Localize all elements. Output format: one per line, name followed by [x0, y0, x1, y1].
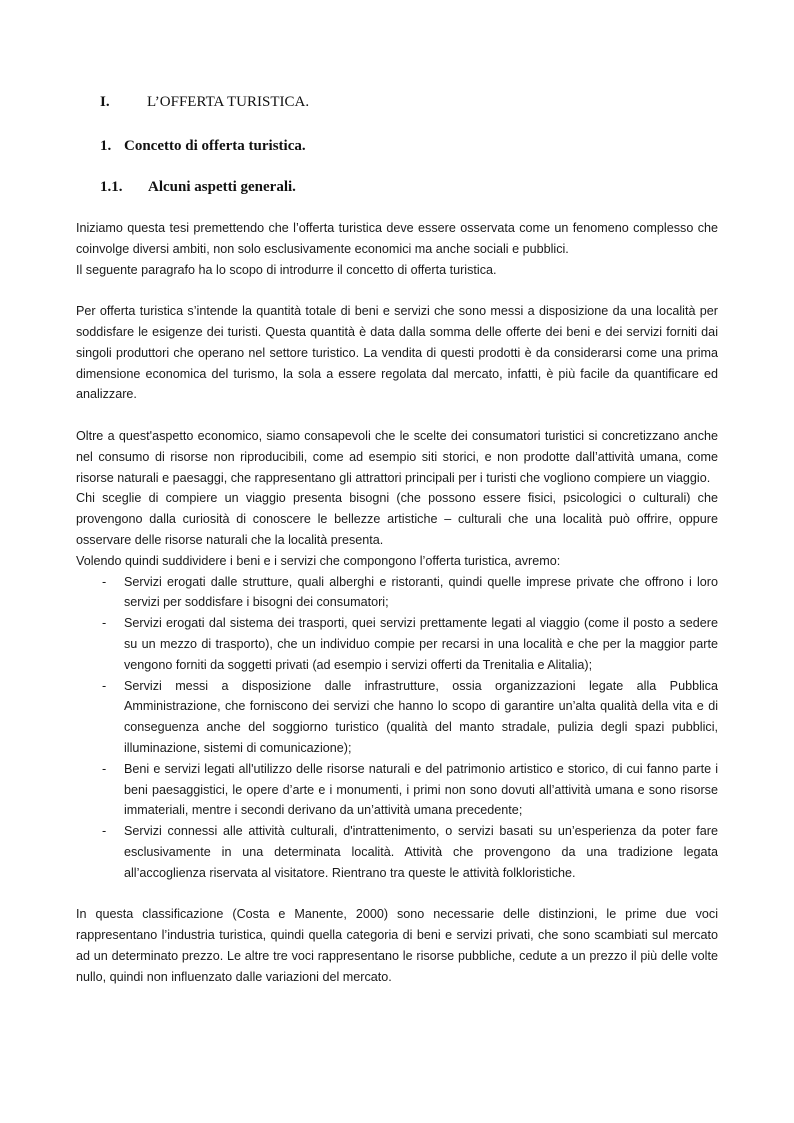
list-bullet: -: [102, 616, 107, 631]
section-title: Concetto di offerta turistica.: [124, 138, 306, 154]
list-item: [76, 676, 718, 759]
subsection-title: Alcuni aspetti generali.: [148, 179, 296, 195]
section-number: 1.: [100, 138, 112, 154]
chapter-number: I.: [100, 94, 110, 110]
list-item-text: Beni e servizi legati all'utilizzo delle risorse naturali e del patrimonio artistico e storico, di cui fanno parte i beni paesaggistici, le opere d’arte e i monumenti, i primi non sono dovuti all’attività umana e sono risorse immateriali, mentre i secondi derivano da un’attività umana precedente;: [124, 761, 718, 818]
list-item-text: Servizi erogati dal sistema dei trasporti, quei servizi prettamente legati al viaggio (come il posto a sedere su un mezzo di trasporto), che un individuo compie per recarsi in una località e che per la maggior parte vengono forniti da soggetti privati (ad esempio i servizi offerti da Trenitalia e Alitalia);: [124, 616, 718, 672]
list-bullet: -: [102, 761, 107, 776]
list-item-text: Servizi erogati dalle strutture, quali alberghi e ristoranti, quindi quelle imprese private che offrono i loro servizi per soddisfare i bisogni dei consumatori;: [124, 574, 718, 610]
paragraph: Il seguente paragrafo ha lo scopo di introdurre il concetto di offerta turistica.: [76, 262, 497, 277]
list-item: [76, 759, 718, 821]
paragraph: Chi sceglie di compiere un viaggio presenta bisogni (che possono essere fisici, psicologici o culturali) che provengono dalla curiosità di conoscere le bellezze artistiche – culturali che una località può offrire, oppure osservare delle risorse naturali che la località presenta.: [76, 491, 718, 547]
paragraph: Oltre a quest'aspetto economico, siamo consapevoli che le scelte dei consumatori turistici si concretizzano anche nel consumo di risorse non riproducibili, come ad esempio siti storici, e non prodotte dall’attività umana, come risorse naturali e paesaggi, che rappresentano gli attrattori principali per i turisti che vogliono compiere un viaggio.: [76, 428, 718, 485]
list-item-text: Servizi messi a disposizione dalle infrastrutture, ossia organizzazioni legate alla Pubblica Amministrazione, che forniscono dei servizi che hanno lo scopo di garantire un’alta qualità della vita e di conseguenza anche del soggiorno turistico (qualità del manto stradale, pulizia degli spazi pubblici, illuminazione, sistemi di comunicazione);: [124, 678, 718, 755]
list-bullet: -: [102, 678, 107, 693]
list-bullet: -: [102, 574, 107, 589]
list-item-text: Servizi connessi alle attività culturali, d'intrattenimento, o servizi basati su un’esperienza da poter fare esclusivamente in una determinata località. Attività che provengono da una tradizione legata all’accoglienza riservata al visitatore. Rientrano tra queste le attività folkloristiche.: [124, 824, 718, 880]
paragraph: Per offerta turistica s’intende la quantità totale di beni e servizi che sono messi a disposizione da una località per soddisfare le esigenze dei turisti. Questa quantità è data dalla somma delle offerte dei beni e dei servizi forniti dai singoli produttori che operano nel settore turistico. La vendita di questi prodotti è da considerarsi come una prima dimensione economica del turismo, la sola a essere regolata dal mercato, infatti, è più facile da quantificare ed analizzare.: [76, 304, 718, 402]
subsection-number: 1.1.: [100, 179, 123, 195]
list-bullet: -: [102, 824, 107, 839]
paragraph: Iniziamo questa tesi premettendo che l’offerta turistica deve essere osservata come un fenomeno complesso che coinvolge diversi ambiti, non solo esclusivamente economici ma anche sociali e pubblici.: [76, 221, 718, 256]
list-item: [76, 821, 718, 883]
section-heading: [100, 138, 306, 155]
list-item: [76, 572, 718, 614]
body-text: [76, 218, 718, 987]
subsection-heading: [100, 179, 296, 196]
chapter-title: L’OFFERTA TURISTICA.: [147, 94, 310, 110]
offer-components-list: [76, 572, 718, 884]
paragraph: Volendo quindi suddividere i beni e i servizi che compongono l’offerta turistica, avremo:: [76, 553, 561, 568]
list-item: [76, 613, 718, 675]
chapter-heading: [100, 94, 309, 111]
closing-paragraph: In questa classificazione (Costa e Manente, 2000) sono necessarie delle distinzioni, le prime due voci rappresentano l’industria turistica, quindi quella categoria di beni e servizi privati, che sono scambiati sul mercato ad un determinato prezzo. Le altre tre voci rappresentano le risorse pubbliche, cedute a un prezzo il più delle volte nullo, quindi non influenzato dalle variazioni del mercato.: [76, 907, 718, 984]
